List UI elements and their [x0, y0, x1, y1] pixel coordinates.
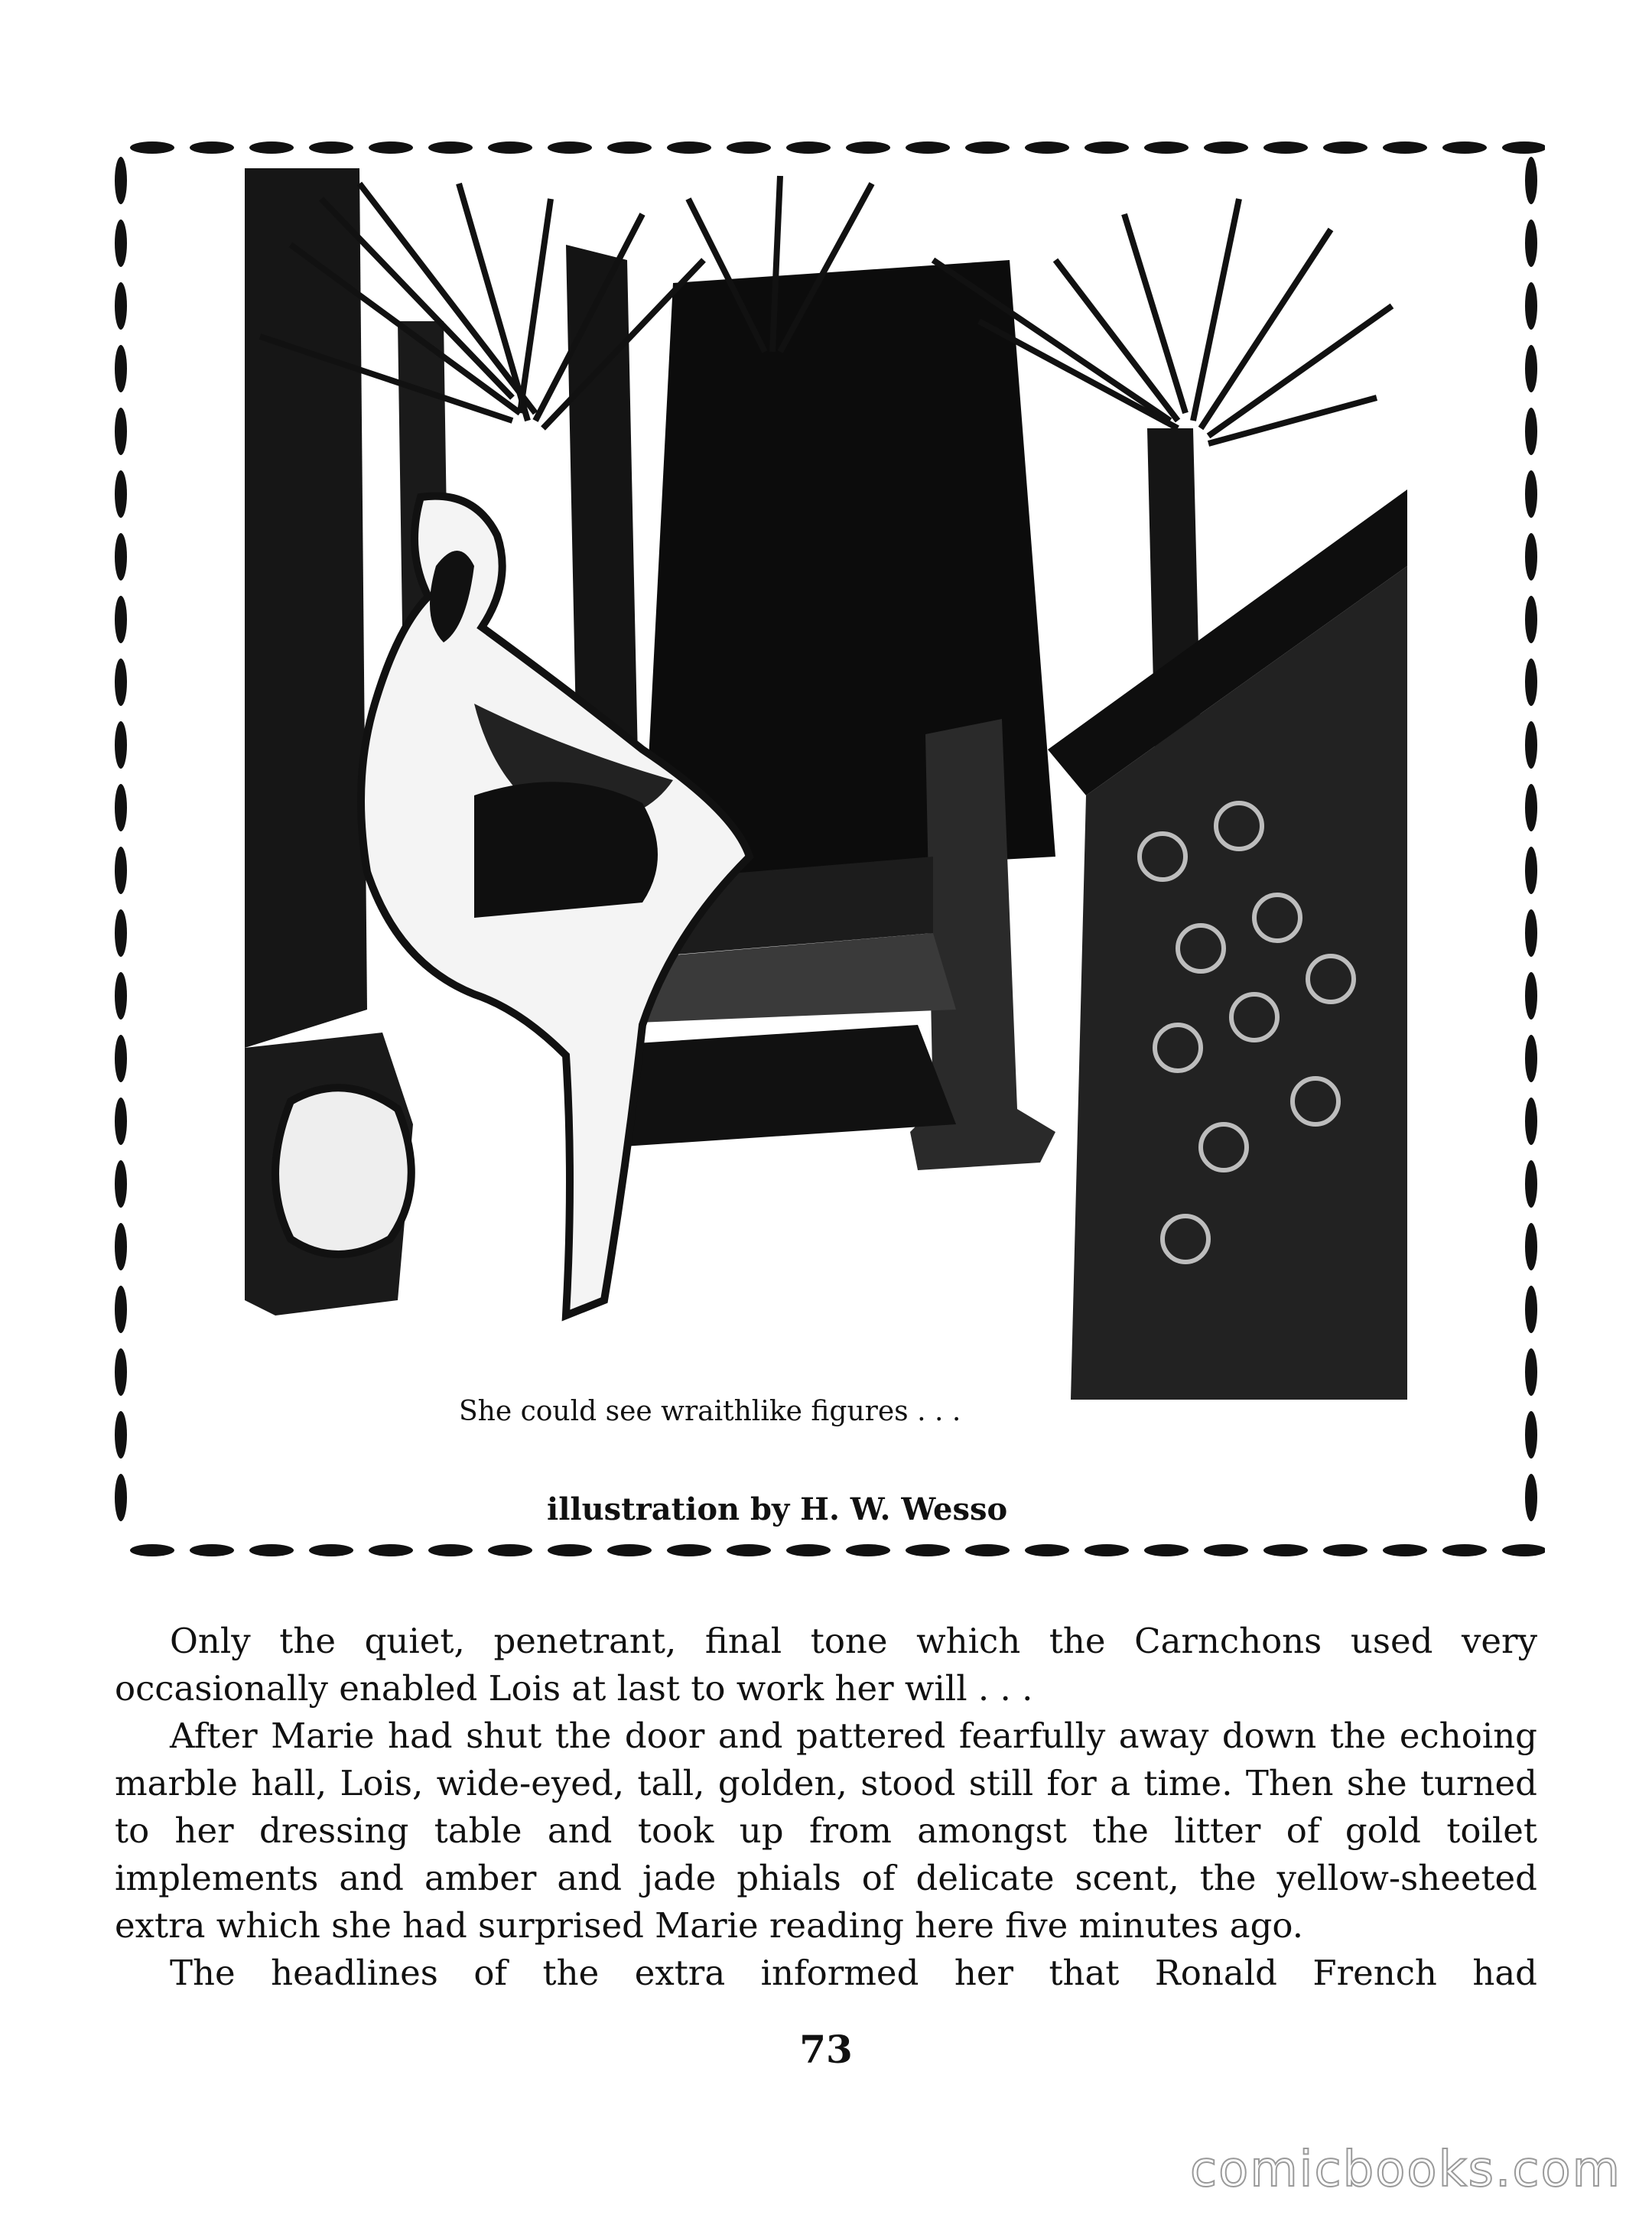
border-dash [906, 141, 950, 154]
border-dash [1525, 909, 1537, 957]
border-dash [1383, 141, 1427, 154]
border-dash [1525, 1035, 1537, 1082]
border-dash [1025, 141, 1069, 154]
border-dash [846, 141, 890, 154]
border-dash [965, 1544, 1010, 1556]
border-dash [1525, 784, 1537, 831]
border-dash [115, 1411, 127, 1459]
border-dash [115, 1098, 127, 1145]
paragraph: The headlines of the extra informed her that Ronald French had [170, 1953, 1537, 1993]
border-dash [1525, 1348, 1537, 1396]
border-dash [309, 1544, 353, 1556]
border-dash [115, 784, 127, 831]
border-dash [1442, 1544, 1487, 1556]
border-dash [1502, 141, 1545, 154]
border-dash [1263, 1544, 1308, 1556]
border-dash [115, 1035, 127, 1082]
border-dash [1525, 1286, 1537, 1333]
page-number: 73 [799, 2027, 853, 2072]
border-dash [1525, 157, 1537, 204]
border-dash [1525, 1474, 1537, 1521]
illustration-artwork [245, 168, 1407, 1400]
border-dash [607, 141, 652, 154]
border-dash [1525, 1098, 1537, 1145]
illustration-credit: illustration by H. W. Wesso [547, 1491, 1008, 1527]
border-dash [1144, 1544, 1189, 1556]
border-dash [607, 1544, 652, 1556]
border-dash [115, 972, 127, 1020]
border-dash [1525, 1160, 1537, 1208]
watermark-logo: comicbooks.com [1189, 2142, 1621, 2198]
border-dash [1525, 659, 1537, 706]
border-dash [115, 847, 127, 894]
border-dash [548, 141, 592, 154]
border-dash [1525, 282, 1537, 330]
border-dash [1204, 141, 1248, 154]
border-dash [115, 1286, 127, 1333]
border-dash [115, 282, 127, 330]
border-dash [115, 1474, 127, 1521]
border-dash [115, 157, 127, 204]
border-dash [190, 141, 234, 154]
border-dash [115, 220, 127, 267]
border-dash [1525, 220, 1537, 267]
border-dash [115, 408, 127, 455]
figure-caption: She could see wraithlike figures . . . [459, 1396, 961, 1427]
border-dash [1525, 596, 1537, 643]
border-dash [190, 1544, 234, 1556]
border-dash [130, 1544, 174, 1556]
border-dash [488, 1544, 532, 1556]
border-dash [1502, 1544, 1545, 1556]
border-dash [667, 141, 711, 154]
border-dash [130, 141, 174, 154]
border-dash [115, 1348, 127, 1396]
border-dash [428, 141, 473, 154]
border-dash [1525, 1223, 1537, 1270]
border-dash [115, 345, 127, 392]
border-dash [727, 141, 771, 154]
border-dash [1263, 141, 1308, 154]
border-dash [428, 1544, 473, 1556]
border-dash [1204, 1544, 1248, 1556]
border-dash [115, 909, 127, 957]
border-dash [1085, 141, 1129, 154]
border-dash [1525, 721, 1537, 769]
border-dash [1525, 408, 1537, 455]
border-dash [786, 1544, 831, 1556]
border-dash [249, 141, 294, 154]
border-dash [786, 141, 831, 154]
illustration-frame [107, 134, 1545, 1564]
paragraph: Only the quiet, penetrant, final tone which the Carnchons used very occasionally enabled Lois at last to work her will . . . [115, 1621, 1537, 1709]
border-dash [115, 596, 127, 643]
border-dash [1525, 847, 1537, 894]
border-dash [1525, 470, 1537, 518]
border-dash [1525, 345, 1537, 392]
border-dash [369, 141, 413, 154]
border-dash [1525, 533, 1537, 581]
border-dash [1525, 972, 1537, 1020]
border-dash [249, 1544, 294, 1556]
border-dash [1025, 1544, 1069, 1556]
border-dash [1323, 1544, 1367, 1556]
border-dash [906, 1544, 950, 1556]
border-dash [115, 659, 127, 706]
border-dash [965, 141, 1010, 154]
border-dash [115, 470, 127, 518]
border-dash [1144, 141, 1189, 154]
border-dash [115, 533, 127, 581]
border-dash [1442, 141, 1487, 154]
border-dash [488, 141, 532, 154]
story-text [115, 1618, 1537, 1997]
border-dash [115, 721, 127, 769]
border-dash [1323, 141, 1367, 154]
border-dash [667, 1544, 711, 1556]
border-dash [846, 1544, 890, 1556]
border-dash [309, 141, 353, 154]
border-dash [1085, 1544, 1129, 1556]
border-dash [369, 1544, 413, 1556]
paragraph: After Marie had shut the door and pattered fearfully away down the echoing marble hall, Lois, wide-eyed, tall, golden, stood still for a time. Then she turned to her dressing table and took up from amongst the litter of gold toilet implements and amber and jade phials of delicate scent, the yellow-sheeted extra which she had surprised Marie reading here five minutes ago. [115, 1716, 1537, 1946]
border-dash [727, 1544, 771, 1556]
border-dash [115, 1223, 127, 1270]
border-dash [1525, 1411, 1537, 1459]
border-dash [548, 1544, 592, 1556]
border-dash [1383, 1544, 1427, 1556]
border-dash [115, 1160, 127, 1208]
